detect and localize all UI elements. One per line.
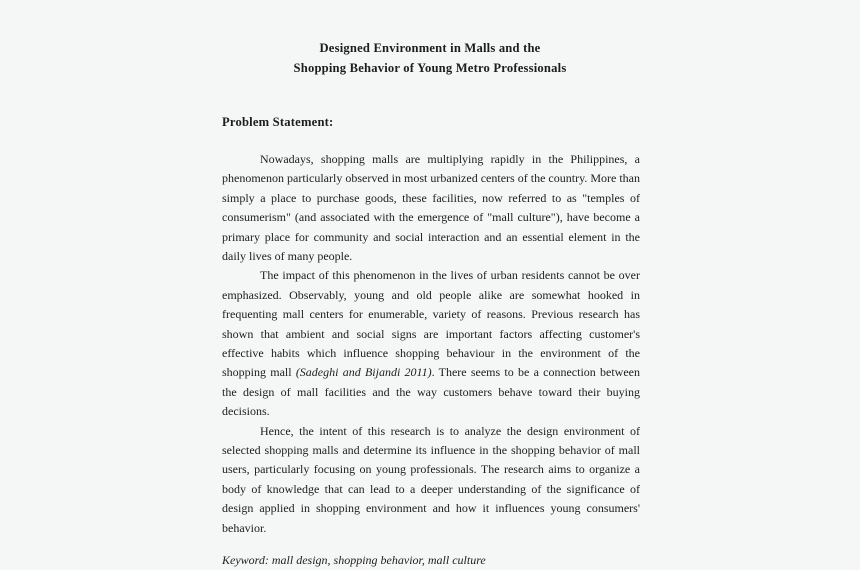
paragraph [222,266,640,421]
title-line-2: Shopping Behavior of Young Metro Professionals [293,61,567,75]
citation: (Sadeghi and Bijandi 2011) [295,365,432,380]
paragraph-text: . There seems to be a connection between the design of mall facilities and the way customers behave toward their buying decisions. [222,365,640,419]
paragraph: Hence, the intent of this research is to analyze the design environment of selected shopping malls and determine its influence in the shopping behavior of mall users, particularly focusing on young professionals. The research aims to organize a body of knowledge that can lead to a deeper understanding of the significance of design applied in shopping environment and how it influences young consumers' behavior. [222,423,640,535]
section-heading: Problem Statement: [222,115,334,129]
keyword-line: Keyword: mall design, shopping behavior, mall culture [222,553,486,568]
document-body [222,113,640,570]
document-title [0,0,860,78]
title-line-1: Designed Environment in Malls and the [319,41,541,55]
paragraph: Nowadays, shopping malls are multiplying rapidly in the Philippines, a phenomenon particularly observed in most urbanized centers of the country. More than simply a place to purchase goods, these facilities, now referred to as "temples of consumerism" (and associated with the emergence of "mall culture"), have become a primary place for community and social interaction and an essential element in the daily lives of many people. [222,151,640,263]
paragraph-text: The impact of this phenomenon in the lives of urban residents cannot be over emphasized. Observably, young and old people alike are somewhat hooked in frequenting mall centers for enumerable, variety of reasons. Previous research has shown that ambient and social signs are important factors affecting customer's effective habits which influence shopping behaviour in the environment of the shopping mall [222,268,640,380]
